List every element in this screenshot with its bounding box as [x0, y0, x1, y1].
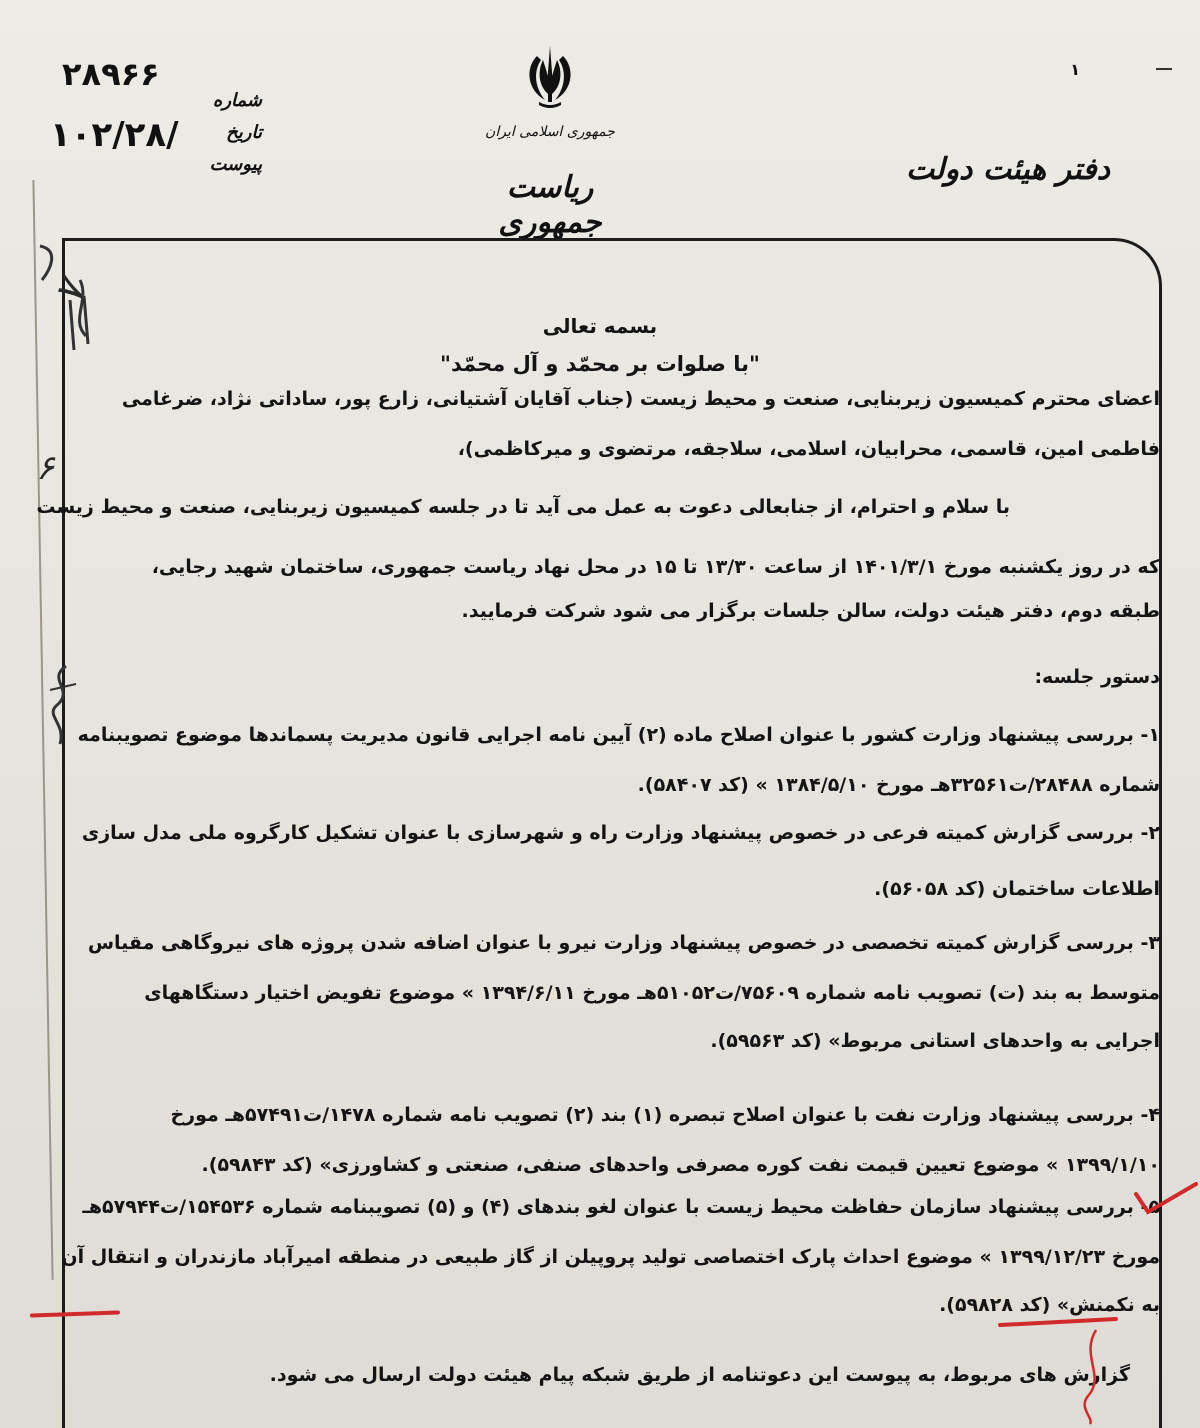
item3-line-2: متوسط به بند (ت) تصویب نامه شماره ۷۵۶۰۹/ت۵۱۰۵۲هـ مورخ ۱۳۹۴/۶/۱۱ » موضوع تفویض اختیار دستگاههای	[144, 982, 1160, 1004]
item5-line-2: مورخ ۱۳۹۹/۱۲/۲۳ » موضوع احداث پارک اختصاصی تولید پروپیلن از گاز طبیعی در منطقه امیرآباد مازندران و انتقال آن	[61, 1246, 1160, 1268]
item3-line-3: اجرایی به واحدهای استانی مربوط» (کد ۵۹۵۶۳).	[710, 1030, 1160, 1052]
addressees-line-1: اعضای محترم کمیسیون زیربنایی، صنعت و محیط زیست (جناب آقایان آشتیانی، زارع پور، ساداتی نژاد، ضرغامی	[121, 388, 1160, 410]
dash-mark	[1156, 68, 1172, 70]
label-number: شماره	[212, 90, 262, 111]
salawat: "با صلوات بر محمّد و آل محمّد"	[440, 352, 760, 376]
item4-line-1: ۴- بررسی پیشنهاد وزارت نفت با عنوان اصلاح تبصره (۱) بند (۲) تصویب نامه شماره ۱۴۷۸/ت۵۷۴۹۱هـ مورخ	[170, 1104, 1160, 1126]
red-check-icon	[1130, 1176, 1200, 1216]
margin-note-2: ۶	[36, 448, 55, 488]
reference-labels	[182, 85, 262, 181]
item4-line-2: ۱۳۹۹/۱/۱۰ » موضوع تعیین قیمت نفت کوره مصرفی واحدهای صنفی، صنعتی و کشاورزی» (کد ۵۹۸۴۳).	[201, 1154, 1160, 1176]
agenda-title: دستور جلسه:	[1034, 666, 1160, 688]
red-signature-mark	[1060, 1326, 1120, 1426]
item5-line-1: ۵- بررسی پیشنهاد سازمان حفاظت محیط زیست با عنوان لغو بندهای (۴) و (۵) تصویبنامه شماره ۱۵۴۵۳۶/ت۵۷۹۴۴هـ	[82, 1196, 1160, 1218]
republic-name: جمهوری اسلامی ایران	[485, 124, 615, 140]
iran-emblem-icon	[515, 42, 585, 112]
addressees-line-2: فاطمی امین، قاسمی، محرابیان، اسلامی، سلاجقه، مرتضوی و میرکاظمی)،	[457, 438, 1160, 460]
margin-note-1: ۷	[45, 275, 97, 311]
top-mark: ۱	[1070, 60, 1080, 79]
greeting-line-2: که در روز یکشنبه مورخ ۱۴۰۱/۳/۱ از ساعت ۱۳/۳۰ تا ۱۵ در محل نهاد ریاست جمهوری، ساختمان شهید رجایی،	[151, 556, 1160, 578]
greeting-line-1: با سلام و احترام، از جنابعالی دعوت به عمل می آید تا در جلسه کمیسیون زیربنایی، صنعت و محیط زیست	[36, 496, 1010, 518]
invocation: بسمه تعالی	[542, 314, 658, 338]
reference-date: ۱۰۲/۲۸/	[50, 115, 179, 155]
presidency-title: ریاست جمهوری	[498, 170, 602, 240]
item2-line-1: ۲- بررسی گزارش کمیته فرعی در خصوص پیشنهاد وزارت راه و شهرسازی با عنوان تشکیل کارگروه ملی مدل سازی	[81, 822, 1160, 844]
item3-line-1: ۳- بررسی گزارش کمیته تخصصی در خصوص پیشنهاد وزارت نیرو با عنوان اضافه شدن پروژه های نیروگاهی مقیاس	[87, 932, 1160, 954]
item2-line-2: اطلاعات ساختمان (کد ۵۶۰۵۸).	[874, 878, 1160, 900]
closing-line: گزارش های مربوط، به پیوست این دعوتنامه از طریق شبکه پیام هیئت دولت ارسال می شود.	[269, 1364, 1130, 1386]
item1-line-1: ۱- بررسی پیشنهاد وزارت کشور با عنوان اصلاح ماده (۲) آیین نامه اجرایی قانون مدیریت پسماندها موضوع تصویبنامه	[77, 724, 1160, 746]
office-title: دفتر هیئت دولت	[905, 152, 1110, 187]
reference-number: ۲۸۹۶۶	[62, 55, 160, 93]
greeting-line-3: طبقه دوم، دفتر هیئت دولت، سالن جلسات برگزار می شود شرکت فرمایید.	[461, 600, 1160, 622]
item5-line-3: به نکمنش» (کد ۵۹۸۲۸).	[939, 1294, 1160, 1316]
label-date: تاریخ	[226, 122, 262, 143]
label-attachment: پیوست	[209, 154, 262, 175]
item1-line-2: شماره ۲۸۴۸۸/ت۳۲۵۶۱هـ مورخ ۱۳۸۴/۵/۱۰ » (کد ۵۸۴۰۷).	[637, 774, 1160, 796]
